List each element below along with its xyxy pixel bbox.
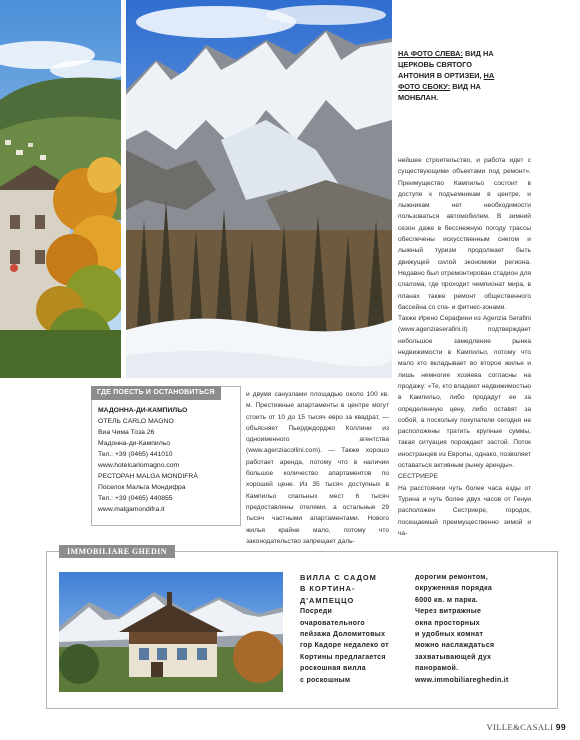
photo-mont-blanc-illustration bbox=[126, 0, 392, 378]
where-to-stay-line: РЕСТОРАН MALGA MONDIFRÀ bbox=[98, 473, 198, 480]
article-paragraph: Также Ирено Серафини из Agenzia Serafini (www.agenziaserafini.it) подтверждает небольшое замедление рынка недвижимости в Кампильо, потому что мало кто вкладывает во второе жилье и лишь немногие хозяева согласны на продажу: «Те, кто владеют недвижимостью в Кампильо, либо продадут ее за определенную цену, либо оставят за собой, а поскольку покупатели сегодня не расположены тратить крупные суммы, такая ситуация порождает застой. Поток иностранцев из Европы, однако, позволяет оставаться активным рынку аренды». bbox=[398, 315, 532, 470]
where-to-stay-line: Тел.: +39 (0465) 440855 bbox=[98, 495, 173, 502]
where-to-stay-line: МАДОННА-ДИ-КАМПИЛЬО bbox=[98, 407, 188, 414]
advertisement-line: гор Кадоре недалеко от bbox=[300, 642, 389, 650]
page-footer bbox=[487, 722, 566, 732]
advertisement-line: можно наслаждаться bbox=[415, 642, 495, 650]
advertisement-text-1 bbox=[300, 606, 400, 686]
advertisement-line: очаровательного bbox=[300, 619, 365, 627]
where-to-stay-line: Виа Чима Тоза 26 bbox=[98, 429, 155, 436]
advertisement-line: 6000 кв. м парка. bbox=[415, 596, 479, 604]
section-title-sestriere: СЕСТРИЕРЕ bbox=[398, 473, 439, 481]
advertisement-line: панорамой. bbox=[415, 665, 459, 673]
where-to-stay-line: Поселок Мальга Мондифра bbox=[98, 484, 186, 491]
advertisement-column-1 bbox=[300, 572, 400, 686]
advertisement-line: Посреди bbox=[300, 608, 333, 616]
where-to-stay-list bbox=[98, 405, 234, 515]
advertisement-tab: IMMOBILIARE GHEDIN bbox=[59, 545, 175, 558]
advertisement-line: Через витражные bbox=[415, 608, 482, 616]
article-column-right bbox=[398, 155, 531, 539]
advertisement-line: дорогим ремонтом, bbox=[415, 574, 489, 581]
where-to-stay-box bbox=[91, 386, 241, 526]
article-column-middle bbox=[246, 389, 389, 547]
photo-villa-illustration bbox=[59, 572, 283, 692]
photo-villa bbox=[59, 572, 283, 692]
advertisement-line: захватывающей дух bbox=[415, 653, 492, 661]
where-to-stay-line: Мадонна-ди-Кампильо bbox=[98, 440, 171, 447]
advertisement-line: окна просторных bbox=[415, 619, 480, 627]
advertisement-column-2 bbox=[415, 572, 545, 686]
advertisement-line: пейзажа Доломитовых bbox=[300, 631, 386, 639]
advertisement-line[interactable]: www.immobiliareghedin.it bbox=[415, 676, 509, 684]
where-to-stay-tab: ГДЕ ПОЕСТЬ И ОСТАНОВИТЬСЯ bbox=[91, 386, 221, 400]
photo-ortisei-church bbox=[0, 0, 121, 378]
article-paragraph: нейшее строительство, и работа идет с существующими объектами под ремонт». Преимущество Кампильо состоит в доступе к подъемникам в центре, и лыжникам нет необходимости пользоваться автомобилем. В зимний сезон даже в бесснежную погоду трассы обеспечены искусственным снегом и лыжный туризм продолжает быть движущей силой экономики региона. Недавно был отремонтирован стадион для слалома, где проходит чемпионат мира, в планах также ремонт общественного бассейна со спа- и фитнес-зонами. bbox=[398, 157, 531, 311]
caption-label-side: НА ФОТО СБОКУ: bbox=[398, 71, 495, 91]
caption-text-side: ВИД НА МОНБЛАН. bbox=[398, 82, 481, 102]
article-paragraph: и двумя санузлами площадью около 100 кв. м. Престижные апартаменты в центре могут стоить от 10 до 15 тысяч евро за квадрат, — объясняет Пьердждорджо Коллини из одноименного агентства (www.agenziacollini.com). — Также хорошо работает аренда, потому что в наличии большое количество апартаментов по хорошей цене. Из 35 тысяч доступных в Кампильо спальных мест 6 тысяч предоставлены отелями, а остальные 29 тысяч частными апартаментами. Нового жилья крайне мало, потому что законодательство запрещает даль- bbox=[246, 391, 389, 545]
advertisement-line: Кортины предлагается bbox=[300, 653, 386, 661]
photo-ortisei-illustration bbox=[0, 0, 121, 378]
advertisement-line: роскошная вилла bbox=[300, 665, 366, 673]
page-number: 99 bbox=[555, 722, 566, 732]
where-to-stay-line: ОТЕЛЬ CARLO MAGNO bbox=[98, 418, 174, 425]
villa-title-line: В КОРТИНА- bbox=[300, 584, 356, 594]
magazine-brand: VILLE&CASALI bbox=[486, 722, 554, 732]
photo-mont-blanc bbox=[126, 0, 392, 378]
advertisement-line: с роскошным bbox=[300, 676, 351, 684]
caption-text-left: ВИД НА ЦЕРКОВЬ СВЯТОГО АНТОНИЯ В ОРТИЗЕИ, bbox=[398, 49, 494, 80]
article-paragraph: На расстоянии чуть более часа езды от Турина и чуть более двух часов от Генуи расположен Сестриере, городок, посещаемый преимущественно зимой и ча- bbox=[398, 484, 531, 537]
where-to-stay-line[interactable]: www.malgamondifra.it bbox=[98, 506, 165, 513]
villa-title-line: Д'АМПЕЦЦО bbox=[300, 595, 355, 605]
advertisement-box bbox=[46, 547, 558, 709]
caption-label-left: НА ФОТО СЛЕВА: bbox=[398, 49, 463, 58]
villa-title-line: ВИЛЛА С САДОМ bbox=[300, 573, 377, 582]
advertisement-text-2 bbox=[415, 572, 545, 686]
advertisement-line: окруженная порядка bbox=[415, 585, 493, 593]
advertisement-line: и удобных комнат bbox=[415, 631, 484, 639]
villa-title bbox=[300, 572, 400, 606]
photo-caption bbox=[398, 48, 508, 103]
where-to-stay-line: Тел.: +39 (0465) 441010 bbox=[98, 451, 173, 458]
where-to-stay-line[interactable]: www.hotelcarlomagno.com bbox=[98, 462, 180, 469]
